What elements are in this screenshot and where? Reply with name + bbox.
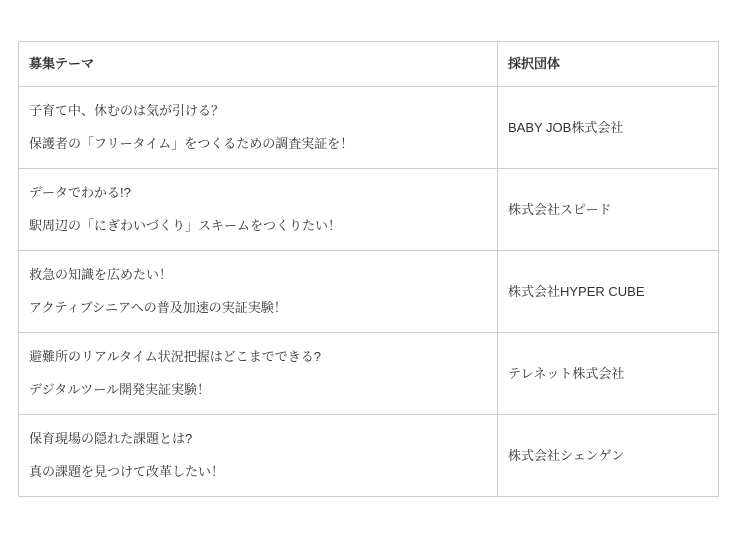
theme-cell (19, 415, 498, 497)
theme-column-header: 募集テーマ (19, 42, 498, 87)
organization-cell (498, 87, 719, 169)
organization-cell (498, 251, 719, 333)
organization-cell (498, 333, 719, 415)
adopted-themes-table (18, 41, 719, 497)
theme-line-1: 救急の知識を広めたい！ (29, 267, 173, 282)
theme-line-1: 保育現場の隠れた課題とは? (29, 431, 193, 446)
theme-line-1: 子育て中、休むのは気が引ける？ (29, 103, 225, 118)
table-row (19, 87, 719, 169)
organization-name: 株式会社HYPER CUBE (508, 283, 645, 299)
theme-line-2: 保護者の「フリータイム」をつくるための調査実証を！ (29, 136, 354, 151)
theme-cell (19, 333, 498, 415)
organization-cell (498, 415, 719, 497)
table-row (19, 333, 719, 415)
theme-cell (19, 87, 498, 169)
theme-line-1: データでわかる!? (29, 185, 131, 200)
organization-name: 株式会社スピード (508, 201, 612, 217)
theme-line-2: 駅周辺の「にぎわいづくり」スキームをつくりたい！ (29, 218, 342, 233)
table-row (19, 169, 719, 251)
organization-name: 株式会社シェンゲン (508, 447, 625, 463)
table-row (19, 251, 719, 333)
organization-column-header: 採択団体 (498, 42, 719, 87)
theme-cell (19, 169, 498, 251)
table-row (19, 415, 719, 497)
theme-cell (19, 251, 498, 333)
organization-name: BABY JOB株式会社 (508, 119, 624, 135)
organization-cell (498, 169, 719, 251)
header-row (19, 42, 719, 87)
theme-line-2: アクティブシニアへの普及加速の実証実験！ (29, 300, 287, 315)
theme-line-2: デジタルツール開発実証実験！ (29, 382, 210, 397)
theme-line-1: 避難所のリアルタイム状況把握はどこまでできる? (29, 349, 321, 364)
organization-name: テレネット株式会社 (508, 365, 625, 381)
theme-line-2: 真の課題を見つけて改革したい！ (29, 464, 225, 479)
